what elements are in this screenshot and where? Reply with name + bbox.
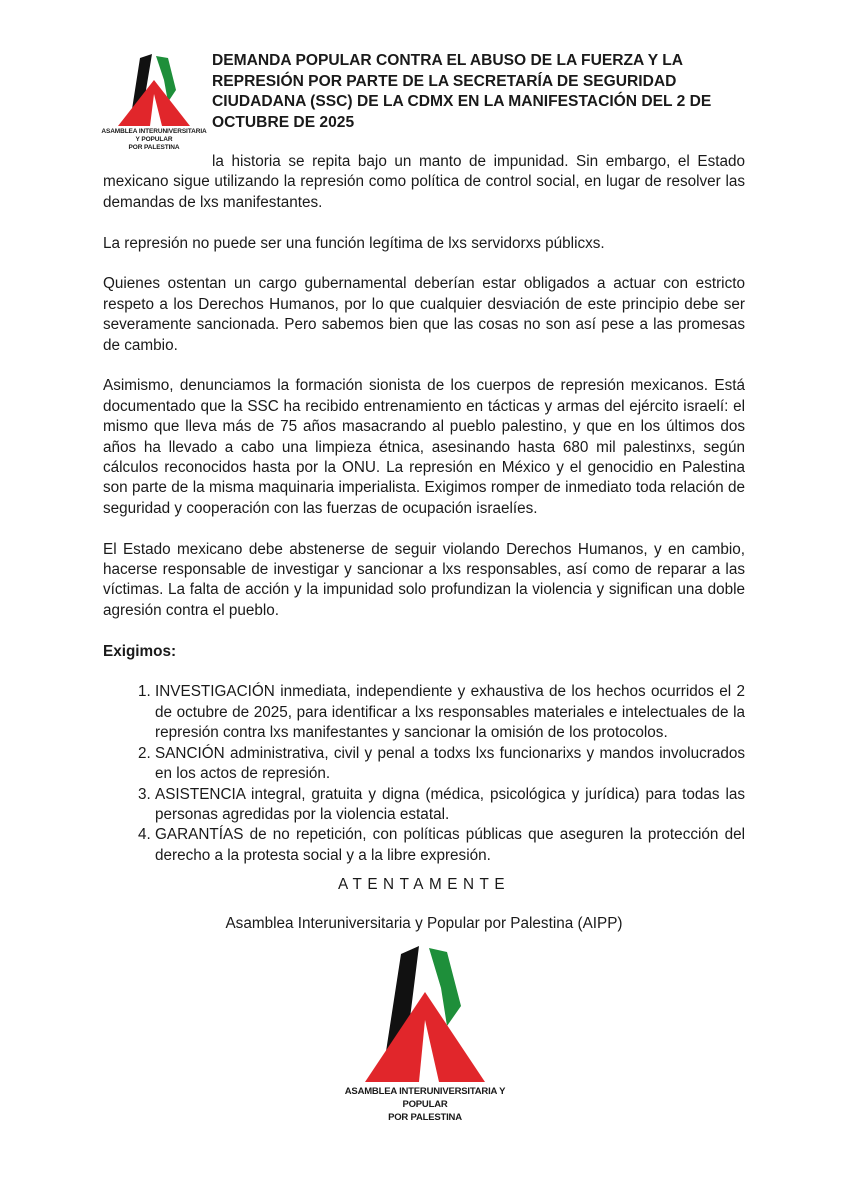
logo-top-caption [100, 128, 208, 152]
logo-caption-line2: POR PALESTINA [128, 144, 180, 151]
demand-item: 2. SANCIÓN administrativa, civil y penal a todxs lxs funcionarixs y mandos involucrados en los actos de represión. [155, 744, 745, 785]
paragraph-3: Quienes ostentan un cargo gubernamental deberían estar obligados a actuar con estricto respeto a los Derechos Humanos, por lo que cualquier desviación de este principio debe ser severamente sancionada. Pero sabemos bien que las cosas no son así pese a las promesas de cambio. [103, 275, 745, 354]
logo-caption-line1: ASAMBLEA INTERUNIVERSITARIA Y POPULAR [101, 128, 207, 143]
logo-caption-line1: ASAMBLEA INTERUNIVERSITARIA Y POPULAR [344, 1086, 506, 1110]
closing: ATENTAMENTE [337, 876, 511, 893]
demand-item: 3. ASISTENCIA integral, gratuita y digna (médica, psicológica y jurídica) para todas las personas agredidas por la violencia estatal. [155, 785, 745, 826]
logo-caption-line2: POR PALESTINA [388, 1112, 462, 1123]
demands-heading: Exigimos: [103, 642, 177, 660]
demands-list [103, 682, 745, 866]
demand-item: 1. INVESTIGACIÓN inmediata, independiente y exhaustiva de los hechos ocurridos el 2 de octubre de 2025, para identificar a lxs responsables materiales e intelectuales de la represión contra lxs manifestantes y sancionar la omisión de los protocolos. [155, 682, 745, 743]
aipp-logo-bottom [343, 940, 507, 1090]
document-body [103, 152, 745, 866]
paragraph-4: Asimismo, denunciamos la formación sionista de los cuerpos de represión mexicanos. Está documentado que la SSC ha recibido entrenamiento en tácticas y armas del ejército israelí: el mismo que lleva más de 75 años masacrando al pueblo palestino, y que en los últimos dos años ha llevado a cabo una limpieza étnica, asesinando hasta 680 mil palestinxs, según cálculos reconocidos hasta por la ONU. La represión en México y el genocidio en Palestina son parte de la misma maquinaria imperialista. Exigimos romper de inmediato toda relación de seguridad y cooperación con las fuerzas de ocupación israelíes. [103, 377, 745, 517]
signature: Asamblea Interuniversitaria y Popular por Palestina (AIPP) [225, 915, 623, 932]
paragraph-1: la historia se repita bajo un manto de impunidad. Sin embargo, el Estado mexicano sigue utilizando la represión como política de control social, en lugar de resolver las demandas de lxs manifestantes. [103, 153, 745, 211]
document-title: DEMANDA POPULAR CONTRA EL ABUSO DE LA FUERZA Y LA REPRESIÓN POR PARTE DE LA SECRETARÍA DE SEGURIDAD CIUDADANA (SSC) DE LA CDMX EN LA MANIFESTACIÓN DEL 2 DE OCTUBRE DE 2025 [212, 52, 712, 131]
paragraph-5: El Estado mexicano debe abstenerse de seguir violando Derechos Humanos, y en cambio, hacerse responsable de investigar y sancionar a lxs responsables, así como de reparar a las víctimas. La falta de acción y la impunidad solo profundizan la violencia y significan una doble agresión contra el pueblo. [103, 540, 745, 619]
demand-item: 4. GARANTÍAS de no repetición, con políticas públicas que aseguren la protección del derecho a la protesta social y a la libre expresión. [155, 825, 745, 866]
paragraph-2: La represión no puede ser una función legítima de lxs servidorxs públicxs. [103, 234, 605, 252]
logo-bottom-caption [340, 1085, 510, 1124]
